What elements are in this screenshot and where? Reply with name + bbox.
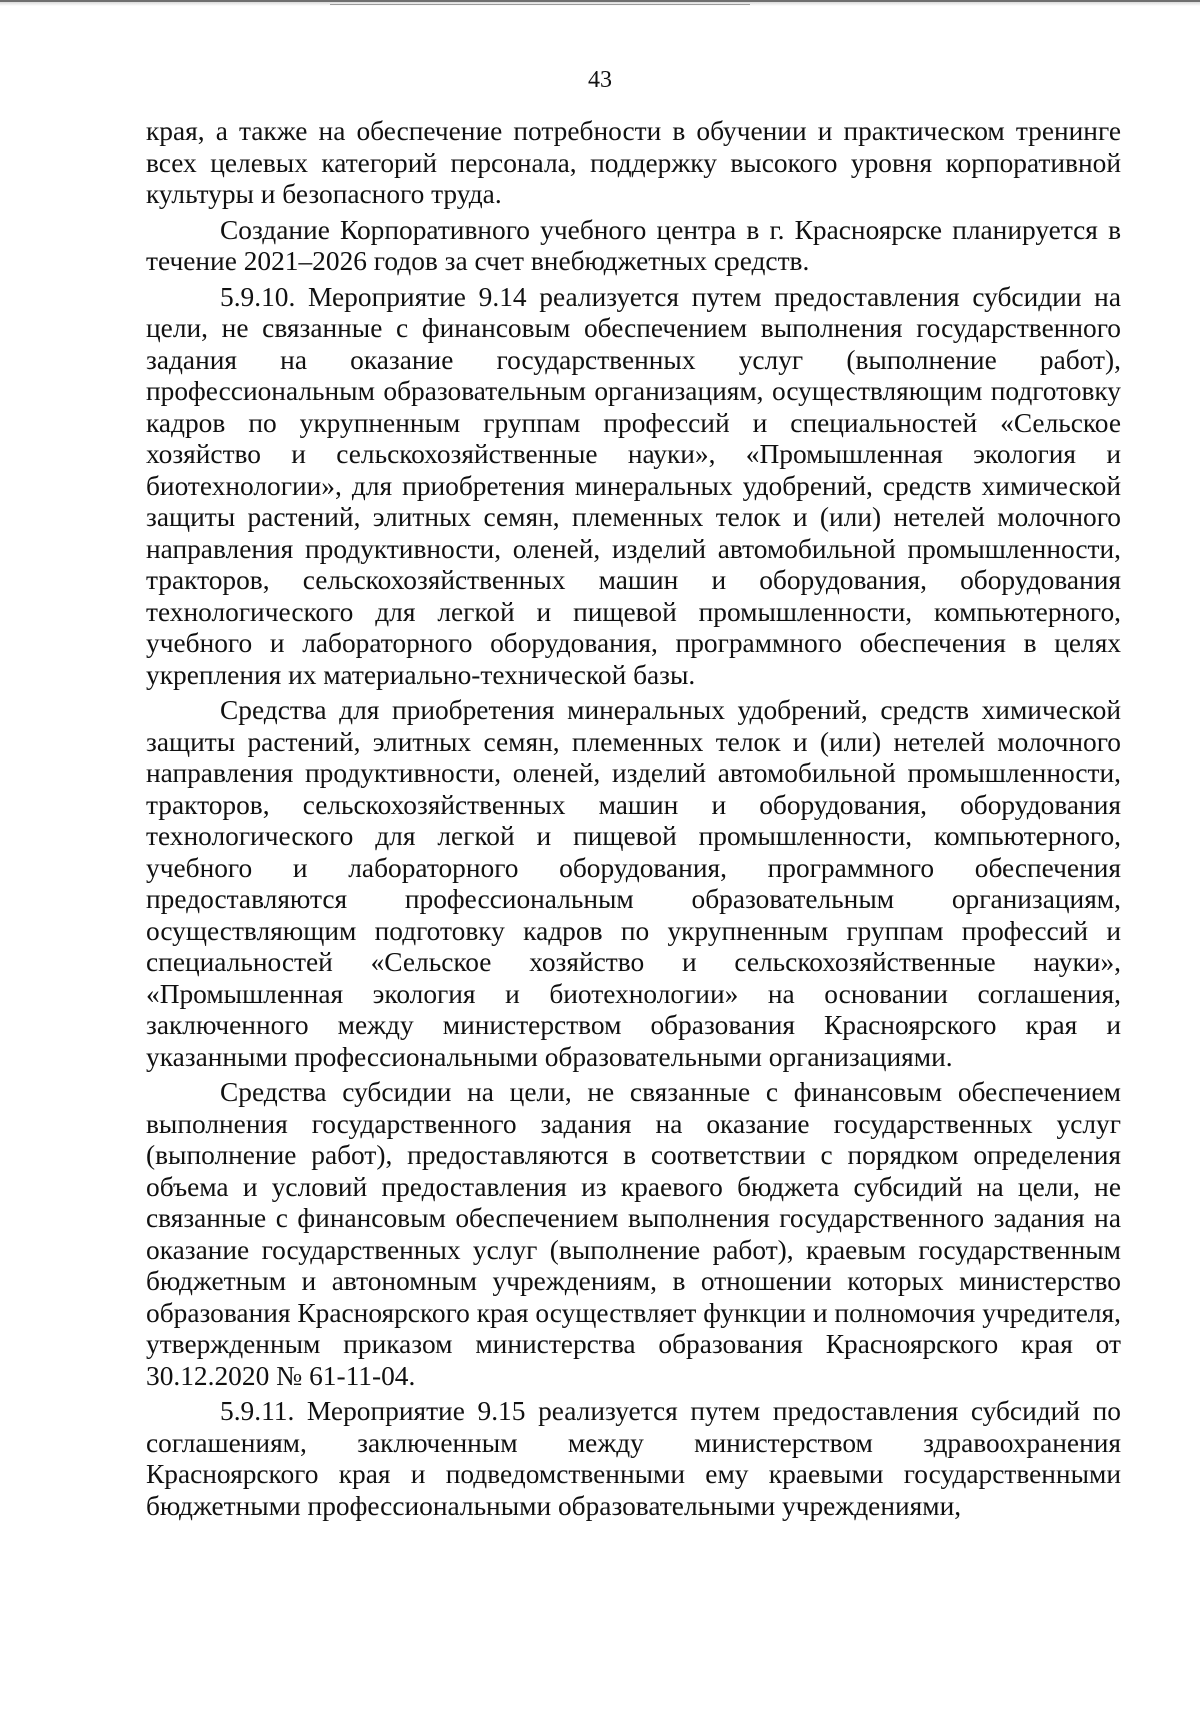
paragraph-5-9-11: 5.9.11. Мероприятие 9.15 реализуется путем предоставления субсидий по соглашениям, заключенным между министерством здравоохранения Красноярского края и подведомственными ему краевыми государственными бюджетными профессиональными образовательными учреждениями, bbox=[146, 1396, 1121, 1521]
paragraph-training-center: Создание Корпоративного учебного центра в г. Красноярске планируется в течение 2021–2026 годов за счет внебюджетных средств. bbox=[146, 214, 1121, 276]
paragraph-5-9-10: 5.9.10. Мероприятие 9.14 реализуется путем предоставления субсидии на цели, не связанные с финансовым обеспечением выполнения государственного задания на оказание государственных услуг (выполнение работ), профессиональным образовательным организациям, осуществляющим подготовку кадров по укрупненным группам профессий и специальностей «Сельское хозяйство и сельскохозяйственные науки», «Промышленная экология и биотехнологии», для приобретения минеральных удобрений, средств химической защиты растений, элитных семян, племенных телок и (или) нетелей молочного направления продуктивности, оленей, изделий автомобильной промышленности, тракторов, сельскохозяйственных машин и оборудования, оборудования технологического для легкой и пищевой промышленности, компьютерного, учебного и лабораторного оборудования, программного обеспечения в целях укрепления их материально-технической базы. bbox=[146, 281, 1121, 690]
paragraph-subsidy-funds: Средства субсидии на цели, не связанные с финансовым обеспечением выполнения государственного задания на оказание государственных услуг (выполнение работ), предоставляются в соответствии с порядком определения объема и условий предоставления из краевого бюджета субсидий на цели, не связанные с финансовым обеспечением выполнения государственного задания на оказание государственных услуг (выполнение работ), краевым государственным бюджетным и автономным учреждениям, в отношении которых министерство образования Красноярского края осуществляет функции и полномочия учредителя, утвержденным приказом министерства образования Красноярского края от 30.12.2020 № 61-11-04. bbox=[146, 1077, 1121, 1391]
paragraph-funds-purchase: Средства для приобретения минеральных удобрений, средств химической защиты растений, элитных семян, племенных телок и (или) нетелей молочного направления продуктивности, оленей, изделий автомобильной промышленности, тракторов, сельскохозяйственных машин и оборудования, оборудования технологического для легкой и пищевой промышленности, компьютерного, учебного и лабораторного оборудования, программного обеспечения предоставляются профессиональным образовательным организациям, осуществляющим подготовку кадров по укрупненным группам профессий и специальностей «Сельское хозяйство и сельскохозяйственные науки», «Промышленная экология и биотехнологии» на основании соглашения, заключенного между министерством образования Красноярского края и указанными профессиональными образовательными организациями. bbox=[146, 695, 1121, 1072]
page-number: 43 bbox=[588, 67, 612, 93]
paragraph-continuation: края, а также на обеспечение потребности в обучении и практическом тренинге всех целевых категорий персонала, поддержку высокого уровня корпоративной культуры и безопасного труда. bbox=[146, 116, 1121, 209]
scan-top-line bbox=[330, 4, 750, 5]
document-body bbox=[146, 116, 1121, 1522]
scan-top-edge bbox=[0, 0, 1200, 6]
